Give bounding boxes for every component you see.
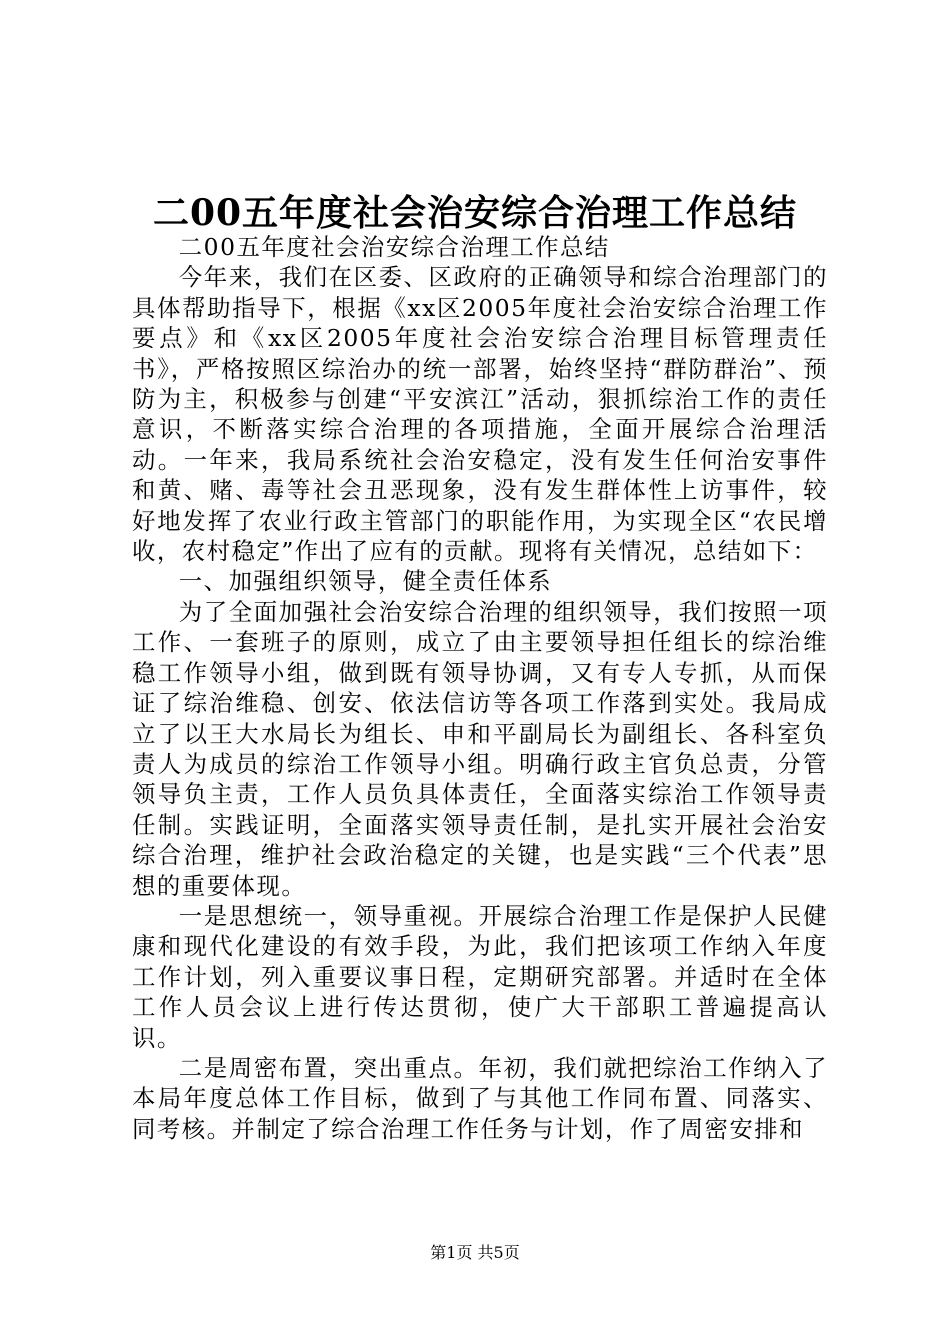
- paragraph-point-2: 二是周密布置，突出重点。年初，我们就把综治工作纳入了本局年度总体工作目标，做到了与其他工作同布置、同落实、同考核。并制定了综合治理工作任务与计划，作了周密安排和: [132, 1053, 828, 1143]
- document-body: [132, 232, 828, 1144]
- paragraph-organization: 为了全面加强社会治安综合治理的组织领导，我们按照一项工作、一套班子的原则，成立了由主要领导担任组长的综治维稳工作领导小组，做到既有领导协调，又有专人专抓，从而保证了综治维稳、创安、依法信访等各项工作落到实处。我局成立了以王大水局长为组长、申和平副局长为副组长、各科室负责人为成员的综治工作领导小组。明确行政主官负总责，分管领导负主责，工作人员负具体责任，全面落实综治工作领导责任制。实践证明，全面落实领导责任制，是扎实开展社会治安综合治理，维护社会政治稳定的关键，也是实践“三个代表”思想的重要体现。: [132, 597, 828, 900]
- paragraph-intro: 今年来，我们在区委、区政府的正确领导和综合治理部门的具体帮助指导下，根据《xx区2005年度社会治安综合治理工作要点》和《xx区2005年度社会治安综合治理目标管理责任书》，严格按照区综治办的统一部署，始终坚持“群防群治”、预防为主，积极参与创建“平安滨江”活动，狠抓综治工作的责任意识，不断落实综合治理的各项措施，全面开展综合治理活动。一年来，我局系统社会治安稳定，没有发生任何治安事件和黄、赌、毒等社会丑恶现象，没有发生群体性上访事件，较好地发挥了农业行政主管部门的职能作用，为实现全区“农民增收，农村稳定”作出了应有的贡献。现将有关情况，总结如下：: [132, 263, 828, 566]
- page-number-footer: 第1页 共5页: [430, 1243, 520, 1262]
- document-title: 二00五年度社会治安综合治理工作总结: [152, 192, 798, 234]
- paragraph-point-1: 一是思想统一，领导重视。开展综合治理工作是保护人民健康和现代化建设的有效手段，为此，我们把该项工作纳入年度工作计划，列入重要议事日程，定期研究部署。并适时在全体工作人员会议上进行传达贯彻，使广大干部职工普遍提高认识。: [132, 901, 828, 1052]
- paragraph-subtitle: 二00五年度社会治安综合治理工作总结: [178, 233, 610, 261]
- section-heading-1: 一、加强组织领导，健全责任体系: [178, 567, 553, 596]
